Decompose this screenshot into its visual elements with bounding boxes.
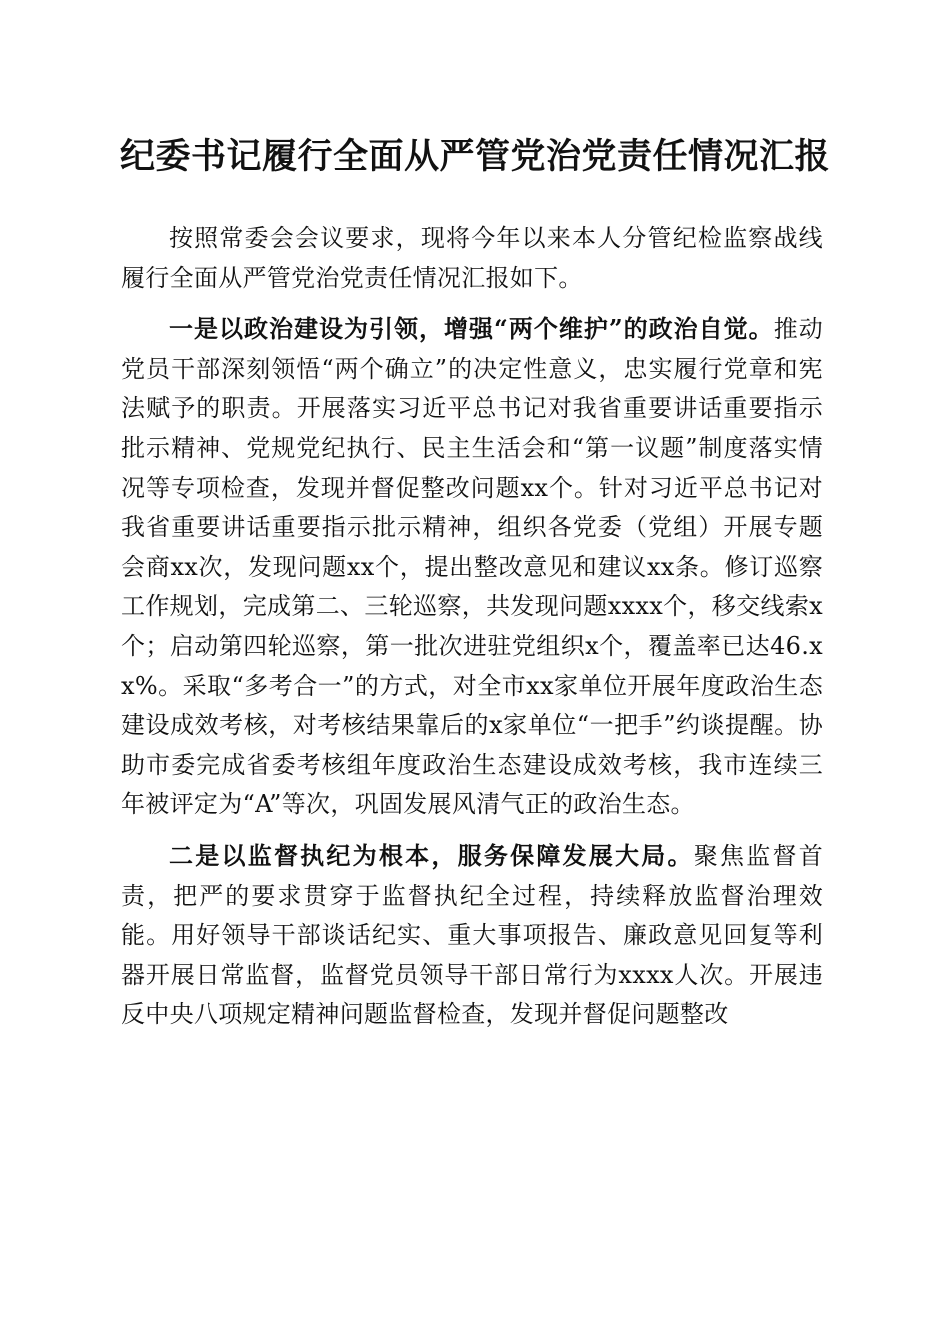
section-paragraph-1 [121, 309, 823, 825]
section-text-1: 推动党员干部深刻领悟“两个确立”的决定性意义，忠实履行党章和宪法赋予的职责。开展落实习近平总书记对我省重要讲话重要指示批示精神、党规党纪执行、民主生活会和“第一议题”制度落实情况等专项检查，发现并督促整改问题xx个。针对习近平总书记对我省重要讲话重要指示批示精神，组织各党委（党组）开展专题会商xx次，发现问题xx个，提出整改意见和建议xx条。修订巡察工作规划，完成第二、三轮巡察，共发现问题xxxx个，移交线索x个；启动第四轮巡察，第一批次进驻党组织x个，覆盖率已达46.xx%。采取“多考合一”的方式，对全市xx家单位开展年度政治生态建设成效考核，对考核结果靠后的x家单位“一把手”约谈提醒。协助市委完成省委考核组年度政治生态建设成效考核，我市连续三年被评定为“A”等次，巩固发展风清气正的政治生态。 [121, 315, 823, 819]
section-paragraph-2 [121, 836, 823, 1035]
document-title: 纪委书记履行全面从严管党治党责任情况汇报 [119, 136, 830, 177]
document-body [121, 219, 823, 1035]
intro-paragraph: 按照常委会会议要求，现将今年以来本人分管纪检监察战线履行全面从严管党治党责任情况汇报如下。 [121, 224, 823, 292]
section-text-2: 聚焦监督首责，把严的要求贯穿于监督执纪全过程，持续释放监督治理效能。用好领导干部谈话纪实、重大事项报告、廉政意见回复等利器开展日常监督，监督党员领导干部日常行为xxxx人次。开展违反中央八项规定精神问题监督检查，发现并督促问题整改 [121, 841, 823, 1029]
section-heading-2: 二是以监督执纪为根本，服务保障发展大局。 [169, 840, 694, 870]
section-heading-1: 一是以政治建设为引领，增强“两个维护”的政治自觉。 [169, 314, 774, 344]
